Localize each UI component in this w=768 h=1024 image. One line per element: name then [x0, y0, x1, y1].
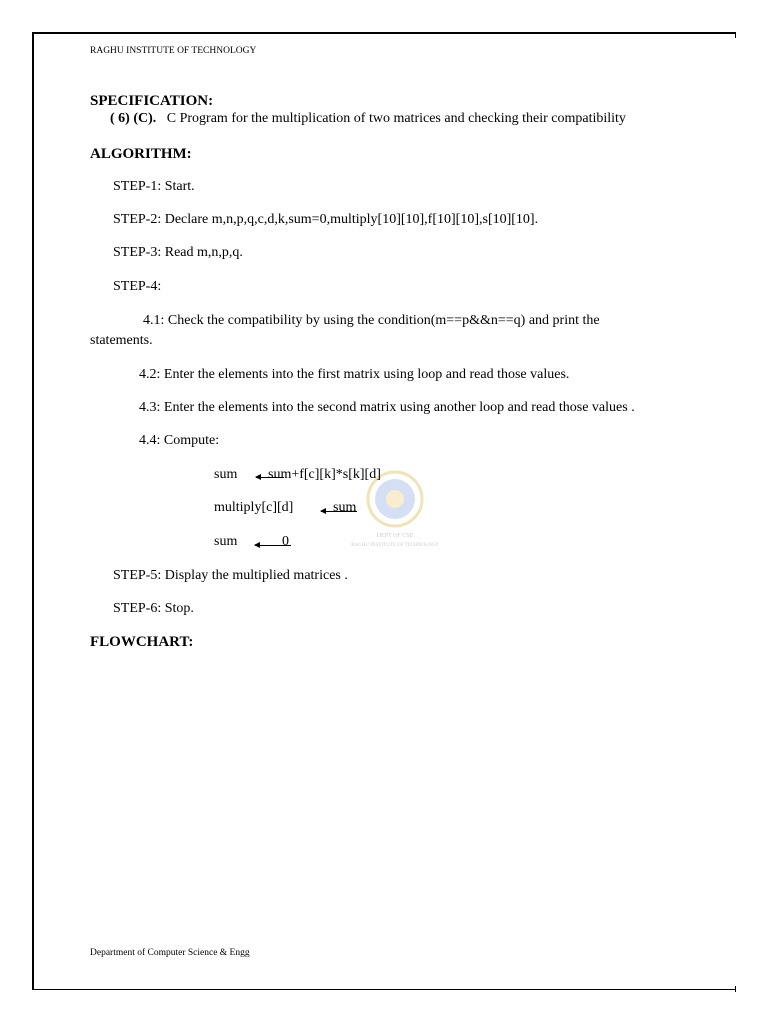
page-header: RAGHU INSTITUTE OF TECHNOLOGY — [90, 46, 257, 56]
algorithm-heading: ALGORITHM: — [90, 146, 192, 162]
step-4-1-line-2: statements. — [90, 333, 153, 348]
step-1: STEP-1: Start. — [113, 179, 195, 194]
step-4-4: 4.4: Compute: — [139, 433, 220, 448]
flowchart-heading: FLOWCHART: — [90, 634, 194, 650]
border-tick-top — [735, 32, 736, 38]
specification-text: C Program for the multiplication of two matrices and checking their compatibility — [166, 111, 626, 126]
watermark-line-1: DEPT OF CSE — [376, 533, 414, 539]
step-3: STEP-3: Read m,n,p,q. — [113, 245, 243, 260]
specification-heading: SPECIFICATION: — [90, 93, 214, 109]
step-6: STEP-6: Stop. — [113, 601, 194, 616]
specification-line — [110, 111, 626, 127]
compute-row-2-lhs: multiply[c][d] — [214, 500, 294, 515]
watermark-line-2: RAGHU INSTITUTE OF TECHNOLOGY — [351, 543, 439, 548]
step-4-1-line-1: 4.1: Check the compatibility by using the condition(m==p&&n==q) and print the — [143, 313, 600, 328]
page-footer: Department of Computer Science & Engg — [90, 948, 250, 958]
step-5: STEP-5: Display the multiplied matrices . — [113, 568, 348, 583]
step-2: STEP-2: Declare m,n,p,q,c,d,k,sum=0,multiply[10][10],f[10][10],s[10][10]. — [113, 212, 539, 227]
compute-row-1-rhs: sum+f[c][k]*s[k][d] — [268, 467, 381, 482]
compute-row-3-rhs: 0 — [282, 534, 289, 549]
step-4-2: 4.2: Enter the elements into the first matrix using loop and read those values. — [139, 367, 570, 382]
compute-row-2-rhs: sum — [333, 500, 357, 515]
specification-number: ( 6) (C). — [110, 111, 157, 126]
compute-row-3-lhs: sum — [214, 534, 238, 549]
step-4: STEP-4: — [113, 279, 162, 294]
step-4-3: 4.3: Enter the elements into the second matrix using another loop and read those values . — [139, 400, 635, 415]
border-tick-bottom — [735, 986, 736, 992]
compute-row-1-lhs: sum — [214, 467, 238, 482]
